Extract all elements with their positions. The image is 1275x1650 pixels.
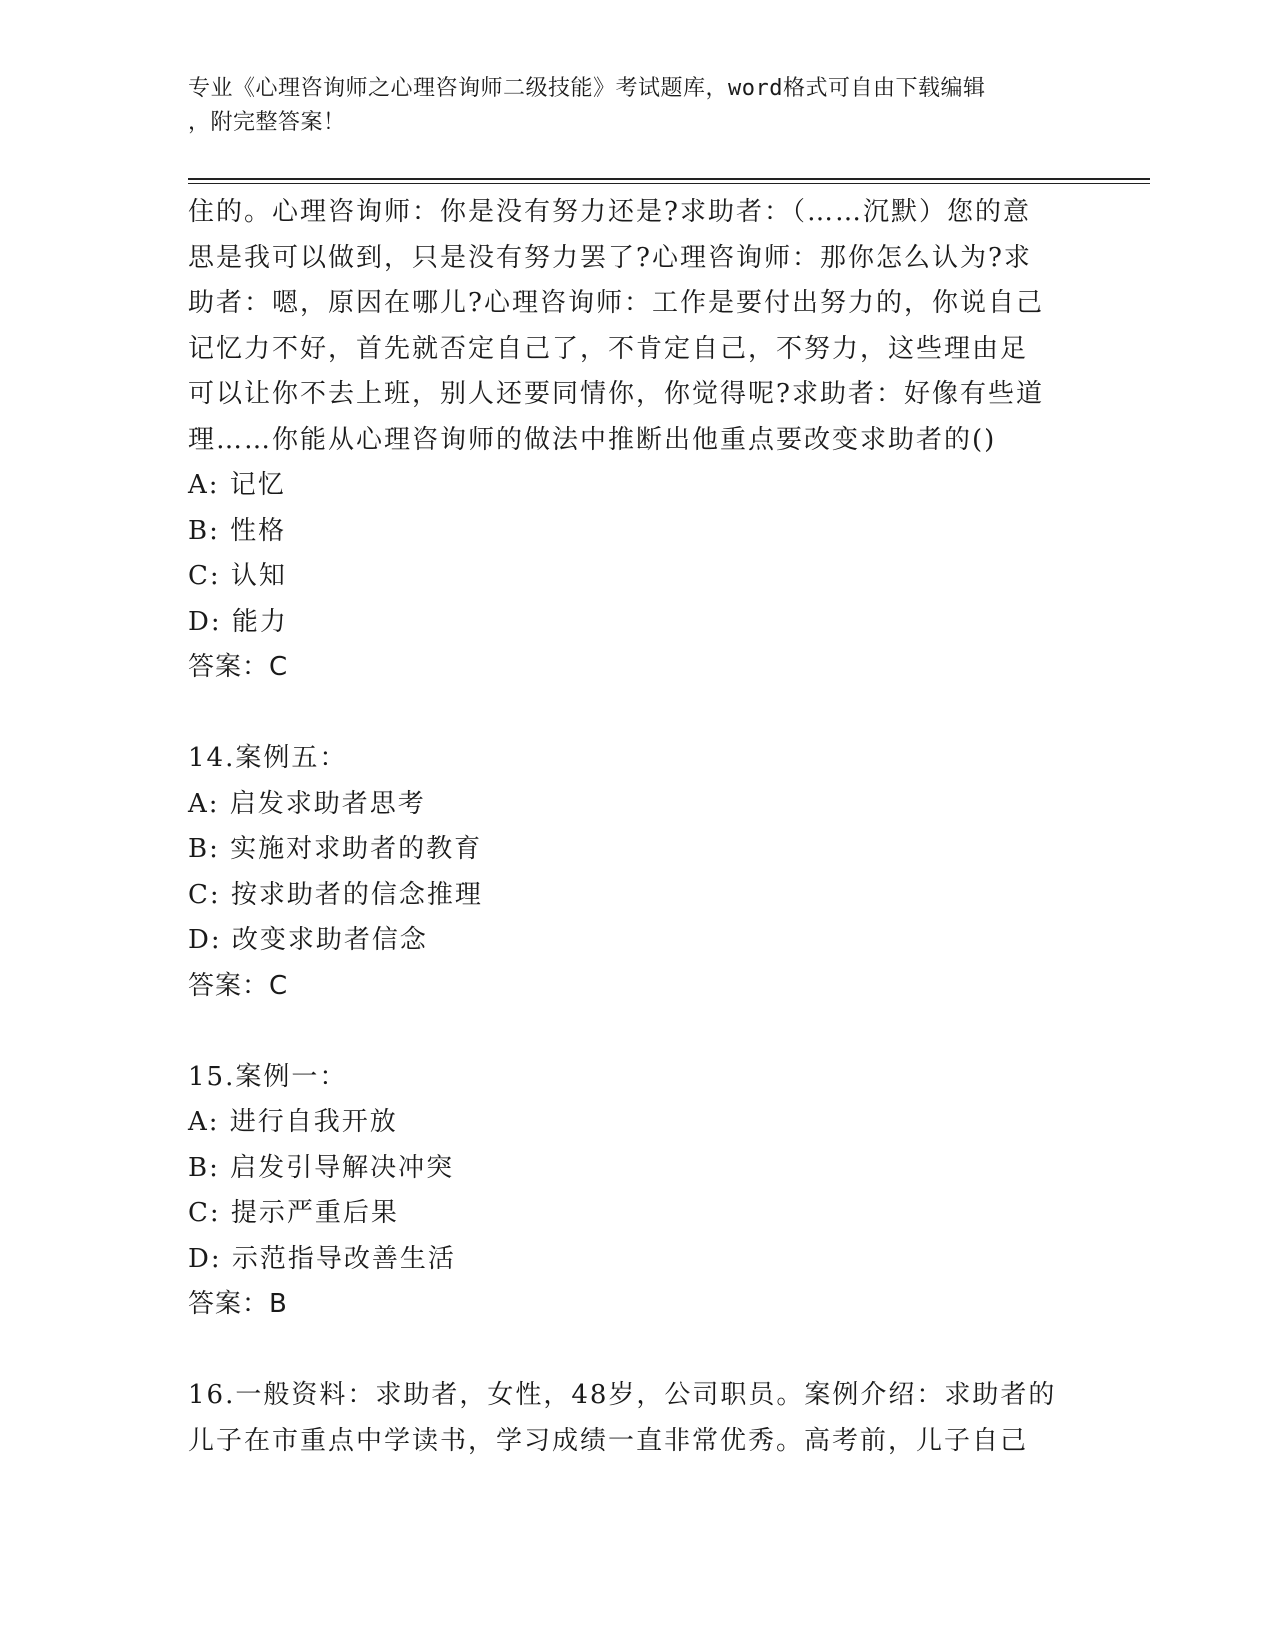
header-line-2: ，附完整答案！ bbox=[188, 110, 346, 135]
spacer bbox=[188, 1328, 1088, 1374]
question-15 bbox=[188, 1055, 1088, 1328]
header-rule-thick bbox=[188, 178, 1150, 180]
answer: 答案：B bbox=[188, 1289, 288, 1319]
option-c: C: 认知 bbox=[188, 561, 287, 591]
question-text-line: 记忆力不好，首先就否定自己了，不肯定自己，不努力，这些理由足 bbox=[188, 333, 1029, 364]
question-text-line: 住的。心理咨询师：你是没有努力还是?求助者：（……沉默）您的意 bbox=[188, 197, 1031, 227]
option-c: C: 按求助者的信念推理 bbox=[188, 879, 483, 910]
option-d: D: 能力 bbox=[188, 606, 288, 637]
spacer bbox=[188, 1009, 1088, 1055]
option-a: A: 启发求助者思考 bbox=[188, 788, 426, 819]
question-text-line: 可以让你不去上班，别人还要同情你，你觉得呢?求助者：好像有些道 bbox=[188, 379, 1044, 409]
question-title: 15.案例一： bbox=[188, 1061, 348, 1092]
answer: 答案：C bbox=[188, 970, 289, 1001]
spacer bbox=[188, 691, 1088, 737]
option-a: A: 记忆 bbox=[188, 470, 286, 500]
header-rule-thin bbox=[188, 183, 1150, 184]
question-text-line: 理……你能从心理咨询师的做法中推断出他重点要改变求助者的() bbox=[188, 424, 997, 455]
page-header bbox=[188, 72, 1088, 140]
question-content bbox=[188, 190, 1088, 1464]
option-b: B: 性格 bbox=[188, 515, 287, 546]
question-text-line: 思是我可以做到，只是没有努力罢了?心理咨询师：那你怎么认为?求 bbox=[188, 242, 1032, 273]
question-text-line: 16.一般资料：求助者，女性，48岁，公司职员。案例介绍：求助者的 bbox=[188, 1380, 1057, 1410]
question-16 bbox=[188, 1373, 1088, 1464]
option-b: B: 启发引导解决冲突 bbox=[188, 1152, 455, 1183]
question-14 bbox=[188, 736, 1088, 1009]
question-13 bbox=[188, 190, 1088, 691]
question-text-line: 助者：嗯，原因在哪儿?心理咨询师：工作是要付出努力的，你说自己 bbox=[188, 288, 1044, 318]
question-title: 14.案例五： bbox=[188, 743, 348, 773]
option-a: A: 进行自我开放 bbox=[188, 1107, 398, 1137]
answer: 答案：C bbox=[188, 652, 289, 682]
option-c: C: 提示严重后果 bbox=[188, 1198, 399, 1228]
header-line-1: 专业《心理咨询师之心理咨询师二级技能》考试题库，word格式可自由下载编辑 bbox=[188, 76, 986, 101]
option-d: D: 改变求助者信念 bbox=[188, 925, 428, 955]
option-d: D: 示范指导改善生活 bbox=[188, 1243, 456, 1274]
question-text-line: 儿子在市重点中学读书，学习成绩一直非常优秀。高考前，儿子自己 bbox=[188, 1425, 1029, 1456]
option-b: B: 实施对求助者的教育 bbox=[188, 834, 483, 864]
